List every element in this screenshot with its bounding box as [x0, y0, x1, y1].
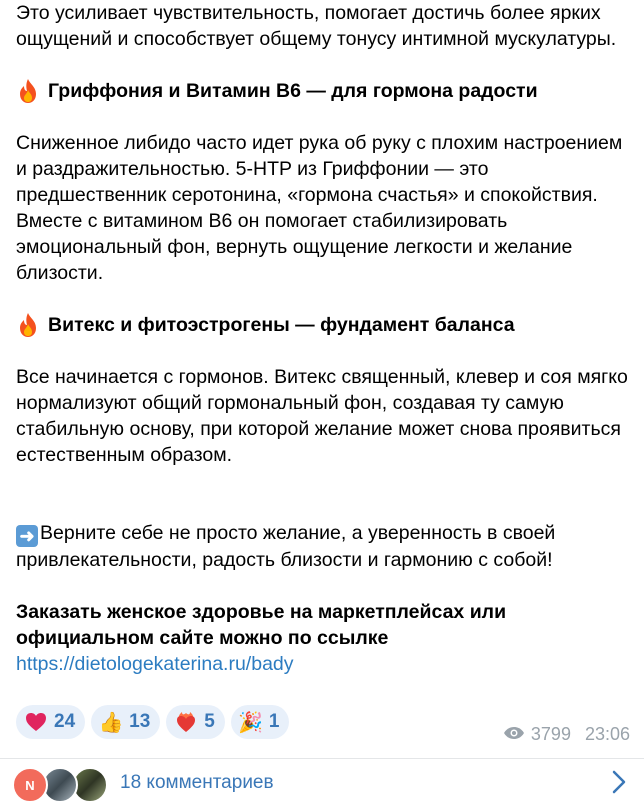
fire-icon — [16, 312, 40, 338]
reaction-count: 13 — [129, 711, 151, 732]
comments-label: 18 комментариев — [120, 772, 274, 793]
message-time: 23:06 — [584, 724, 630, 744]
reaction-count: 1 — [268, 711, 280, 732]
shop-link[interactable]: https://dietologekaterina.ru/bady — [16, 653, 294, 675]
section-heading-griffonia — [16, 78, 636, 104]
reaction-heart-on-fire[interactable] — [166, 705, 225, 739]
reaction-count: 5 — [204, 711, 215, 732]
paragraph-closing — [16, 520, 636, 573]
reaction-thumbs-up[interactable] — [91, 705, 160, 739]
fire-icon — [16, 78, 40, 104]
eye-icon — [503, 724, 525, 745]
heart-on-fire-icon — [174, 710, 198, 734]
thumbs-up-icon: 👍 — [98, 711, 124, 734]
view-count: 3799 — [530, 724, 571, 744]
paragraph-griffonia: Сниженное либидо часто идет рука об руку с плохим настроением и раздражительностью. 5-HTP из Гриффонии — это предшественник серотонина, «гормона счастья» и спокойствия. Вместе с витамином B6 он помогает стабилизировать эмоциональный фон, вернуть ощущение легкости и желание близости. — [16, 132, 623, 284]
reactions-bar — [16, 705, 289, 739]
message-meta — [503, 724, 630, 745]
commenter-avatars — [12, 765, 108, 801]
message-body — [16, 0, 636, 677]
party-popper-icon: 🎉 — [238, 711, 264, 734]
heading-text: Гриффония и Витамин B6 — для гормона радости — [48, 80, 538, 102]
divider — [0, 758, 644, 759]
closing-text: Верните себе не просто желание, а уверенность в своей привлекательности, радость близости и гармонию с собой! — [16, 522, 556, 571]
avatar: N — [12, 767, 48, 803]
reaction-heart[interactable] — [16, 705, 85, 739]
comments-button[interactable] — [12, 763, 644, 803]
arrow-right-icon: ➜ — [16, 525, 38, 547]
reaction-party[interactable] — [231, 705, 290, 739]
heart-icon — [24, 710, 48, 734]
section-heading-vitex — [16, 312, 636, 338]
call-to-action: Заказать женское здоровье на маркетплейсах или официальном сайте можно по ссылке — [16, 601, 507, 649]
heading-text: Витекс и фитоэстрогены — фундамент баланса — [48, 314, 515, 336]
reaction-count: 24 — [54, 711, 76, 732]
chevron-right-icon — [612, 770, 626, 794]
paragraph-intro: Это усиливает чувствительность, помогает достичь более ярких ощущений и способствует общему тонусу интимной мускулатуры. — [16, 2, 617, 50]
paragraph-vitex: Все начинается с гормонов. Витекс священный, клевер и соя мягко нормализуют общий гормональный фон, создавая ту самую стабильную основу, при которой желание может снова проявиться естественным образом. — [16, 366, 628, 466]
